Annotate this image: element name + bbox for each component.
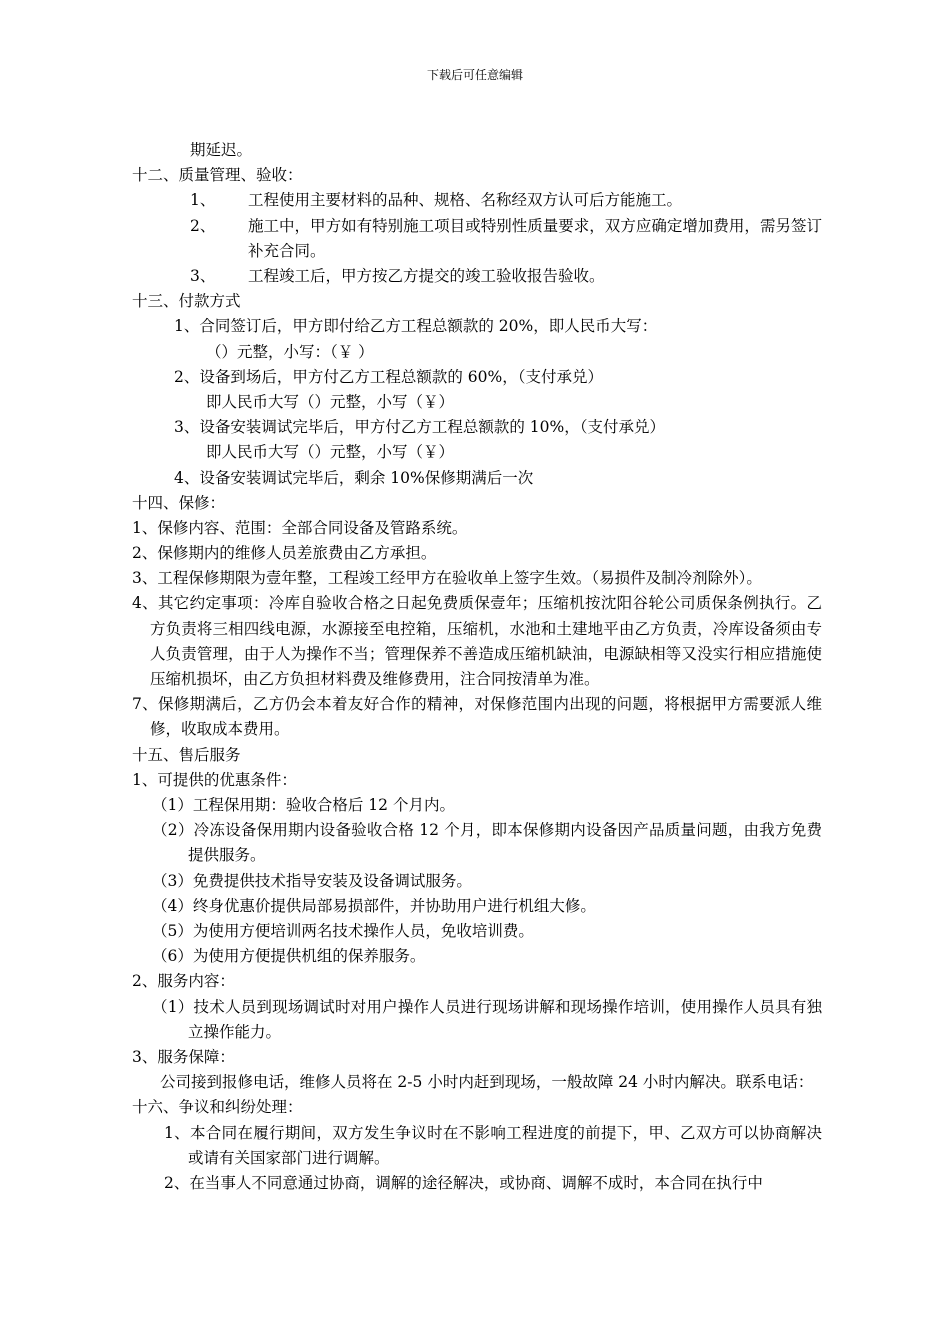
list-number: 1、	[190, 191, 216, 210]
list-number: 3、	[190, 266, 216, 285]
service-subitem: （3）免费提供技术指导安装及设备调试服务。	[152, 871, 472, 890]
service-item-3: 3、服务保障：	[132, 1047, 235, 1066]
page-header: 下载后可任意编辑	[426, 68, 523, 82]
list-text: 工程竣工后，甲方按乙方提交的竣工验收报告验收。	[248, 266, 605, 285]
section-heading-12: 十二、质量管理、验收：	[132, 166, 303, 185]
service-subitem: （5）为使用方便培训两名技术操作人员，免收培训费。	[152, 922, 534, 940]
payment-amount-3: 即人民币大写（）元整，小写（￥）	[206, 443, 455, 462]
service-guarantee-text: 公司接到报修电话，维修人员将在 2-5 小时内赶到现场，一般故障 24 小时内解决。联系电话：	[160, 1073, 814, 1092]
dispute-item-2: 2、在当事人不同意通过协商，调解的途径解决，或协商、调解不成时，本合同在执行中	[164, 1173, 763, 1192]
text-line: 期延迟。	[190, 141, 253, 159]
service-item-1: 1、可提供的优惠条件：	[132, 770, 297, 789]
section-heading-16: 十六、争议和纠纷处理：	[132, 1098, 303, 1117]
payment-amount-2: 即人民币大写（）元整，小写（￥）	[206, 392, 455, 411]
payment-item-4: 4、设备安装调试完毕后，剩余 10%保修期满后一次	[174, 468, 534, 487]
payment-item-3: 3、设备安装调试完毕后，甲方付乙方工程总额款的 10%，（支付承兑）	[174, 418, 665, 437]
service-subitem: （2）冷冻设备保用期内设备验收合格 12 个月，即本保修期内设备因产品质量问题，由我方免费提供服务。	[152, 821, 822, 865]
list-item	[132, 188, 822, 213]
warranty-item-7: 7、保修期满后，乙方仍会本着友好合作的精神，对保修范围内出现的问题，将根据甲方需要派人维修，收取成本费用。	[132, 695, 822, 739]
list-text: 工程使用主要材料的品种、规格、名称经双方认可后方能施工。	[248, 191, 683, 210]
list-item	[132, 264, 822, 289]
service-item-2: 2、服务内容：	[132, 972, 235, 991]
service-subitem: （1）技术人员到现场调试时对用户操作人员进行现场讲解和现场操作培训，使用操作人员具有独立操作能力。	[152, 997, 822, 1041]
payment-item-2: 2、设备到场后，甲方付乙方工程总额款的 60%，（支付承兑）	[174, 367, 603, 386]
service-subitem: （4）终身优惠价提供局部易损部件，并协助用户进行机组大修。	[152, 896, 596, 915]
warranty-item-2: 2、保修期内的维修人员差旅费由乙方承担。	[132, 544, 437, 563]
contract-body	[132, 138, 822, 1196]
list-item	[132, 214, 822, 264]
service-subitem: （1）工程保用期：验收合格后 12 个月内。	[152, 796, 455, 815]
warranty-item-3: 3、工程保修期限为壹年整，工程竣工经甲方在验收单上签字生效。（易损件及制冷剂除外）。	[132, 569, 762, 588]
warranty-item-1: 1、保修内容、范围：全部合同设备及管路系统。	[132, 518, 468, 537]
payment-amount-1: （）元整，小写：（￥ ）	[206, 342, 374, 361]
warranty-item-4: 4、其它约定事项：冷库自验收合格之日起免费质保壹年；压缩机按沈阳谷轮公司质保条例执行。乙方负责将三相四线电源，水源接至电控箱，压缩机，水池和土建地平由乙方负责，冷库设备须由专人负责管理，由于人为操作不当；管理保养不善造成压缩机缺油，电源缺相等又没实行相应措施使压缩机损坏，由乙方负担材料费及维修费用，注合同按清单为准。	[132, 594, 822, 689]
payment-item-1: 1、合同签订后，甲方即付给乙方工程总额款的 20%，即人民币大写：	[174, 317, 658, 336]
section-heading-14: 十四、保修：	[132, 493, 226, 512]
section-heading-13: 十三、付款方式	[132, 292, 241, 311]
dispute-item-1: 1、本合同在履行期间，双方发生争议时在不影响工程进度的前提下，甲、乙双方可以协商解决或请有关国家部门进行调解。	[164, 1123, 822, 1167]
list-number: 2、	[190, 216, 216, 235]
service-subitem: （6）为使用方便提供机组的保养服务。	[152, 947, 426, 966]
section-heading-15: 十五、售后服务	[132, 745, 241, 764]
list-text: 施工中，甲方如有特别施工项目或特别性质量要求，双方应确定增加费用，需另签订补充合同。	[248, 216, 822, 260]
